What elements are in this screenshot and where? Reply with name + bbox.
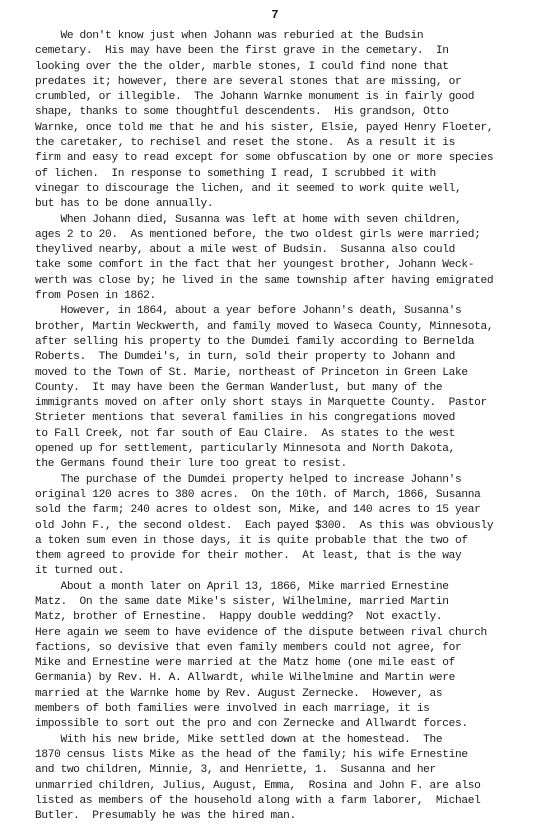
text-line: When Johann died, Susanna was left at home with seven children, [35, 213, 462, 226]
text-line: Strieter mentions that several families in his congregations moved [35, 412, 455, 425]
text-line: opened up for settlement, particularly Minnesota and North Dakota, [35, 443, 455, 456]
text-line: crumbled, or illegible. The Johann Warnke monument is in fairly good [35, 91, 475, 104]
text-line: Matz, brother of Ernestine. Happy double wedding? Not exactly. [35, 611, 443, 624]
text-line: theylived nearby, about a mile west of Budsin. Susanna also could [35, 244, 455, 257]
text-line: werth was close by; he lived in the same township after having emigrated [35, 274, 494, 287]
text-line: it turned out. [35, 565, 125, 578]
page-number: 7 [271, 8, 279, 22]
text-line: the Germans found their lure too great to resist. [35, 458, 347, 471]
text-line: Here again we seem to have evidence of the dispute between rival church [35, 626, 487, 639]
text-line: and two children, Minnie, 3, and Henriette, 1. Susanna and her [35, 764, 436, 777]
text-line: vinegar to discourage the lichen, and it seemed to work quite well, [35, 182, 462, 195]
text-line: immigrants moved on after only short stays in Marquette County. Pastor [35, 397, 487, 410]
text-line: We don't know just when Johann was reburied at the Budsin [35, 30, 424, 42]
text-line: The purchase of the Dumdei property helped to increase Johann's [35, 473, 462, 486]
text-line: predates it; however, there are several stones that are missing, or [35, 75, 462, 88]
text-line: after selling his property to the Dumdei family according to Bernelda [35, 335, 475, 348]
text-line: listed as members of the household along with a farm laborer, Michael [35, 794, 481, 807]
text-line: sold the farm; 240 acres to oldest son, Mike, and 140 acres to 15 year [35, 504, 481, 517]
text-line: a token sum even in those days, it is quite probable that the two of [35, 534, 468, 547]
text-line: the caretaker, to rechisel and reset the stone. As a result it is [35, 137, 455, 150]
text-line: looking over the the older, marble stones, I could find none that [35, 60, 449, 73]
text-line: cemetary. His may have been the first grave in the cemetary. In [35, 45, 449, 58]
text-line: With his new bride, Mike settled down at the homestead. The [35, 733, 443, 746]
text-line: take some comfort in the fact that her youngest brother, Johann Weck- [35, 259, 475, 272]
text-line: County. It may have been the German Wanderlust, but many of the [35, 381, 443, 394]
text-line: factions, so devisive that even family members could not agree, for [35, 641, 462, 654]
text-line: However, in 1864, about a year before Johann's death, Susanna's [35, 305, 462, 318]
text-line: Warnke, once told me that he and his sister, Elsie, payed Henry Floeter, [35, 121, 494, 134]
text-line: 1870 census lists Mike as the head of the family; his wife Ernestine [35, 748, 468, 761]
text-line: Matz. On the same date Mike's sister, Wilhelmine, married Martin [35, 595, 449, 608]
text-line: old John F., the second oldest. Each payed $300. As this was obviously [35, 519, 494, 532]
text-line: About a month later on April 13, 1866, Mike married Ernestine [35, 580, 449, 593]
text-line: from Posen in 1862. [35, 290, 156, 303]
text-line: ages 2 to 20. As mentioned before, the two oldest girls were married; [35, 228, 481, 241]
text-line: Roberts. The Dumdei's, in turn, sold their property to Johann and [35, 351, 455, 364]
text-line: original 120 acres to 380 acres. On the 10th. of March, 1866, Susanna [35, 488, 481, 501]
text-line: Mike and Ernestine were married at the Matz home (one mile east of [35, 657, 455, 670]
text-line: of lichen. In response to something I read, I scrubbed it with [35, 167, 436, 180]
text-line: brother, Martin Weckwerth, and family moved to Waseca County, Minnesota, [35, 320, 494, 333]
text-line: impossible to sort out the pro and con Zernecke and Allwardt forces. [35, 718, 468, 731]
text-line: members of both families were involved in each marriage, it is [35, 703, 430, 716]
text-line: unmarried children, Julius, August, Emma, Rosina and John F. are also [35, 779, 481, 792]
text-line: married at the Warnke home by Rev. August Zernecke. However, as [35, 687, 443, 700]
text-line: Butler. Presumably he was the hired man. [35, 810, 296, 823]
text-line: them agreed to provide for their mother. At least, that is the way [35, 550, 462, 563]
text-line: moved to the Town of St. Marie, northeast of Princeton in Green Lake [35, 366, 468, 379]
text-line: Germania) by Rev. H. A. Allwardt, while Wilhelmine and Martin were [35, 672, 455, 685]
text-line: shape, thanks to some thoughtful descendents. His grandson, Otto [35, 106, 449, 119]
text-line: firm and easy to read except for some obfuscation by one or more species [35, 152, 494, 165]
text-line: but has to be done annually. [35, 198, 214, 211]
text-line: to Fall Creek, not far south of Eau Claire. As states to the west [35, 427, 455, 440]
body-text [35, 29, 545, 824]
